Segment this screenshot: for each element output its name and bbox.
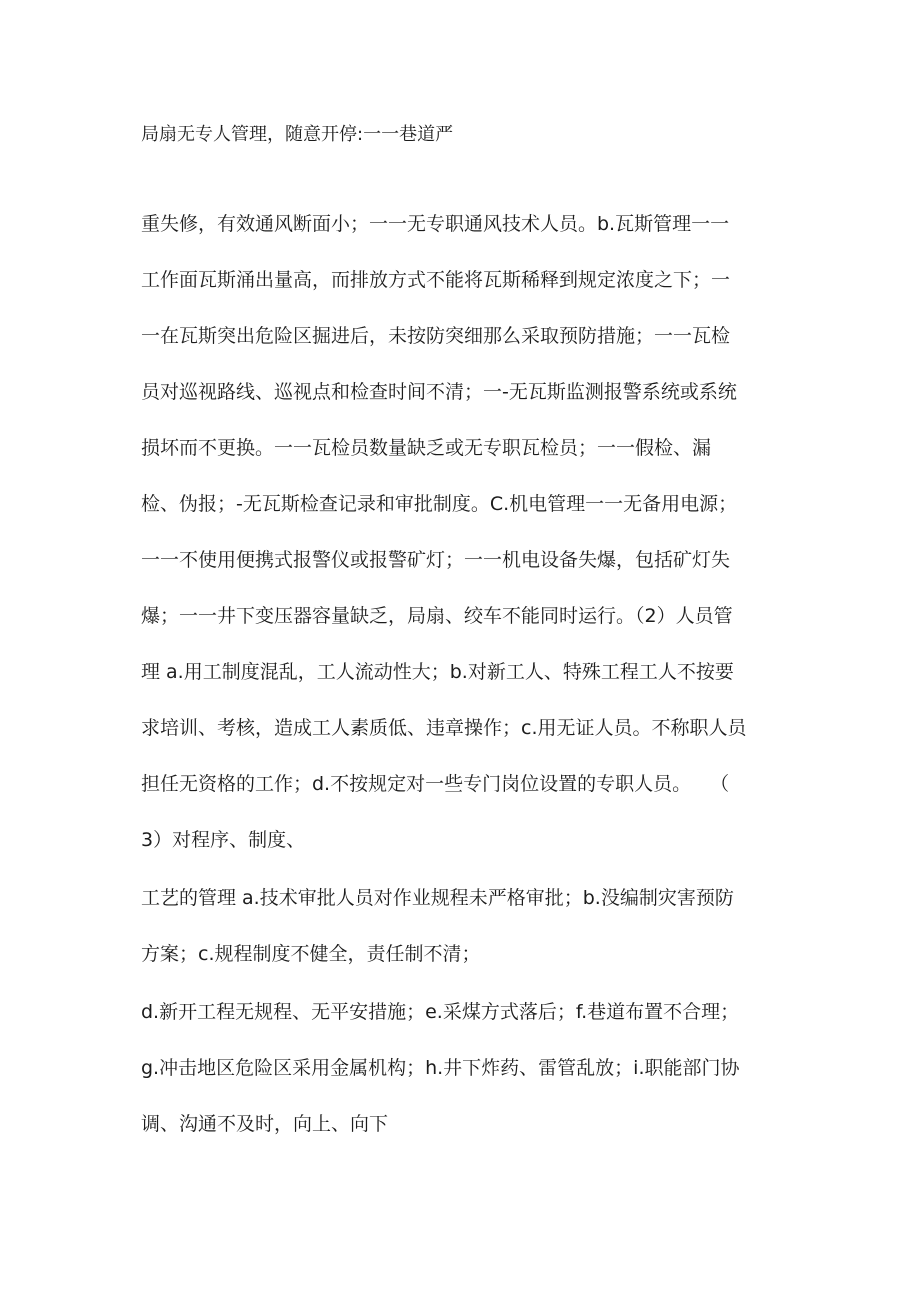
text-line: d.新开工程无规程、无平安措施；e.采煤方式落后；f.巷道布置不合理； bbox=[141, 1001, 740, 1023]
text-line: 担任无资格的工作；d.不按规定对一些专门岗位设置的专职人员。 （ bbox=[141, 773, 730, 795]
text-line: 员对巡视路线、巡视点和检查时间不清；一-无瓦斯监测报警系统或系统 bbox=[141, 381, 737, 403]
text-line: 3）对程序、制度、 bbox=[141, 829, 306, 851]
text-line: 求培训、考核，造成工人素质低、违章操作；c.用无证人员。不称职人员 bbox=[141, 717, 747, 739]
text-line: 一在瓦斯突出危险区掘进后，未按防突细那么采取预防措施；一一瓦检 bbox=[141, 325, 731, 347]
text-line: 爆；一一井下变压器容量缺乏，局扇、绞车不能同时运行。（2）人员管 bbox=[141, 605, 733, 627]
text-line: 重失修，有效通风断面小；一一无专职通风技术人员。b.瓦斯管理一一 bbox=[141, 213, 730, 235]
text-line: 方案；c.规程制度不健全，责任制不清； bbox=[141, 943, 481, 965]
text-line: 一一不使用便携式报警仪或报警矿灯；一一机电设备失爆，包括矿灯失 bbox=[141, 549, 731, 571]
text-line: 工作面瓦斯涌出量高，而排放方式不能将瓦斯稀释到规定浓度之下；一 bbox=[141, 269, 731, 291]
text-line: 损坏而不更换。一一瓦检员数量缺乏或无专职瓦检员；一一假检、漏 bbox=[141, 437, 712, 459]
text-line: 理 a.用工制度混乱，工人流动性大；b.对新工人、特殊工程工人不按要 bbox=[141, 661, 734, 683]
text-line: 调、沟通不及时，向上、向下 bbox=[141, 1113, 389, 1135]
text-line: 工艺的管理 a.技术审批人员对作业规程未严格审批；b.没编制灾害预防 bbox=[141, 887, 734, 909]
text-line: 检、伪报；-无瓦斯检查记录和审批制度。C.机电管理一一无备用电源； bbox=[141, 493, 738, 515]
text-line: g.冲击地区危险区采用金属机构；h.井下炸药、雷管乱放；i.职能部门协 bbox=[141, 1057, 740, 1079]
text-line: 局扇无专人管理，随意开停:一一巷道严 bbox=[141, 124, 454, 145]
